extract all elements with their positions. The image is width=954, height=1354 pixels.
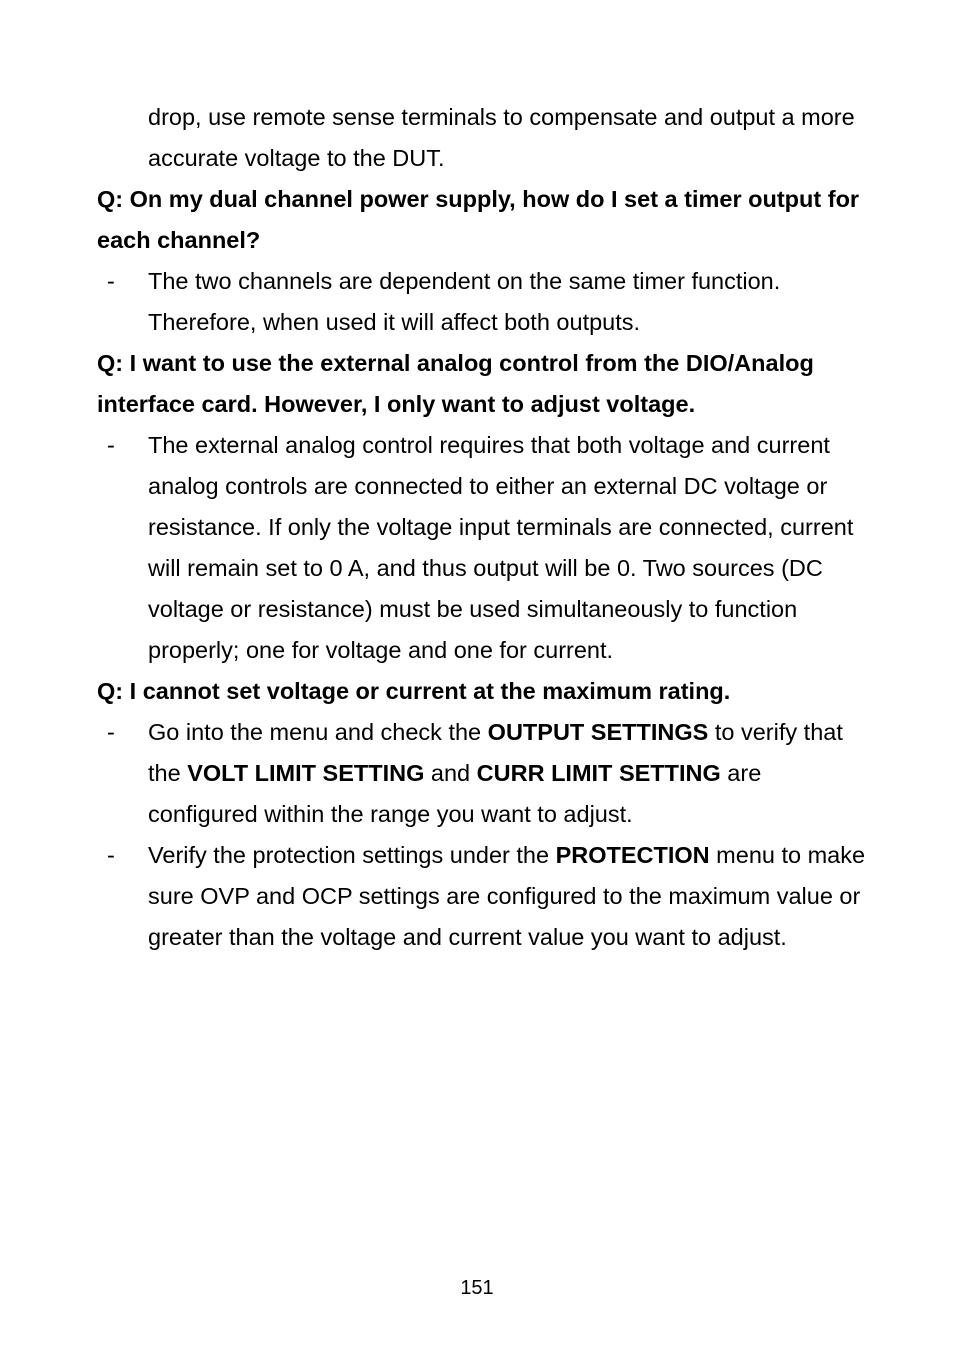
answer-dash: -: [107, 432, 115, 458]
page-number: 151: [460, 1277, 494, 1299]
document-page: [97, 97, 867, 958]
answer-text-part: to verify that the: [148, 719, 843, 786]
answer-text: The external analog control requires that both voltage and current analog controls are connected to either an external DC voltage or resistance. If only the voltage input terminals are connected, current will remain set to 0 A, and thus output will be 0. Two sources (DC voltage or resistance) must be used simultaneously to function properly; one for voltage and one for current.: [148, 432, 854, 663]
continuation-paragraph: drop, use remote sense terminals to compensate and output a more accurate voltage to the DUT.: [148, 104, 855, 171]
answer-dash: -: [107, 719, 115, 745]
answer-text-part: menu to make sure OVP and OCP settings are configured to the maximum value or greater than the voltage and current value you want to adjust.: [148, 842, 866, 950]
qa-block-analog-control: [97, 343, 867, 671]
question-timer: Q: On my dual channel power supply, how do I set a timer output for each channel?: [97, 186, 860, 253]
answer-dash: -: [107, 842, 115, 868]
answer-text: [148, 719, 843, 827]
answer-item: [97, 835, 867, 958]
answer-dash: -: [107, 268, 115, 294]
answer-item: [97, 425, 867, 671]
answer-text-part: and: [424, 760, 477, 786]
menu-term-curr-limit-setting: CURR LIMIT SETTING: [476, 760, 721, 786]
menu-term-output-settings: OUTPUT SETTINGS: [487, 719, 709, 745]
answer-item: [97, 712, 867, 835]
answer-text-part: Verify the protection settings under the: [148, 842, 556, 868]
question-analog-control: Q: I want to use the external analog control from the DIO/Analog interface card. However, I only want to adjust voltage.: [97, 350, 814, 417]
answer-text-part: Go into the menu and check the: [148, 719, 488, 745]
qa-block-timer: [97, 179, 867, 343]
question-max-rating: Q: I cannot set voltage or current at the maximum rating.: [97, 678, 731, 704]
menu-term-volt-limit-setting: VOLT LIMIT SETTING: [187, 760, 425, 786]
answer-text: [148, 842, 865, 950]
answer-item: [97, 261, 867, 343]
menu-term-protection: PROTECTION: [555, 842, 710, 868]
qa-block-max-rating: [97, 671, 867, 958]
answer-text-part: are configured within the range you want to adjust.: [148, 760, 762, 827]
answer-text: The two channels are dependent on the same timer function. Therefore, when used it will affect both outputs.: [148, 268, 781, 335]
